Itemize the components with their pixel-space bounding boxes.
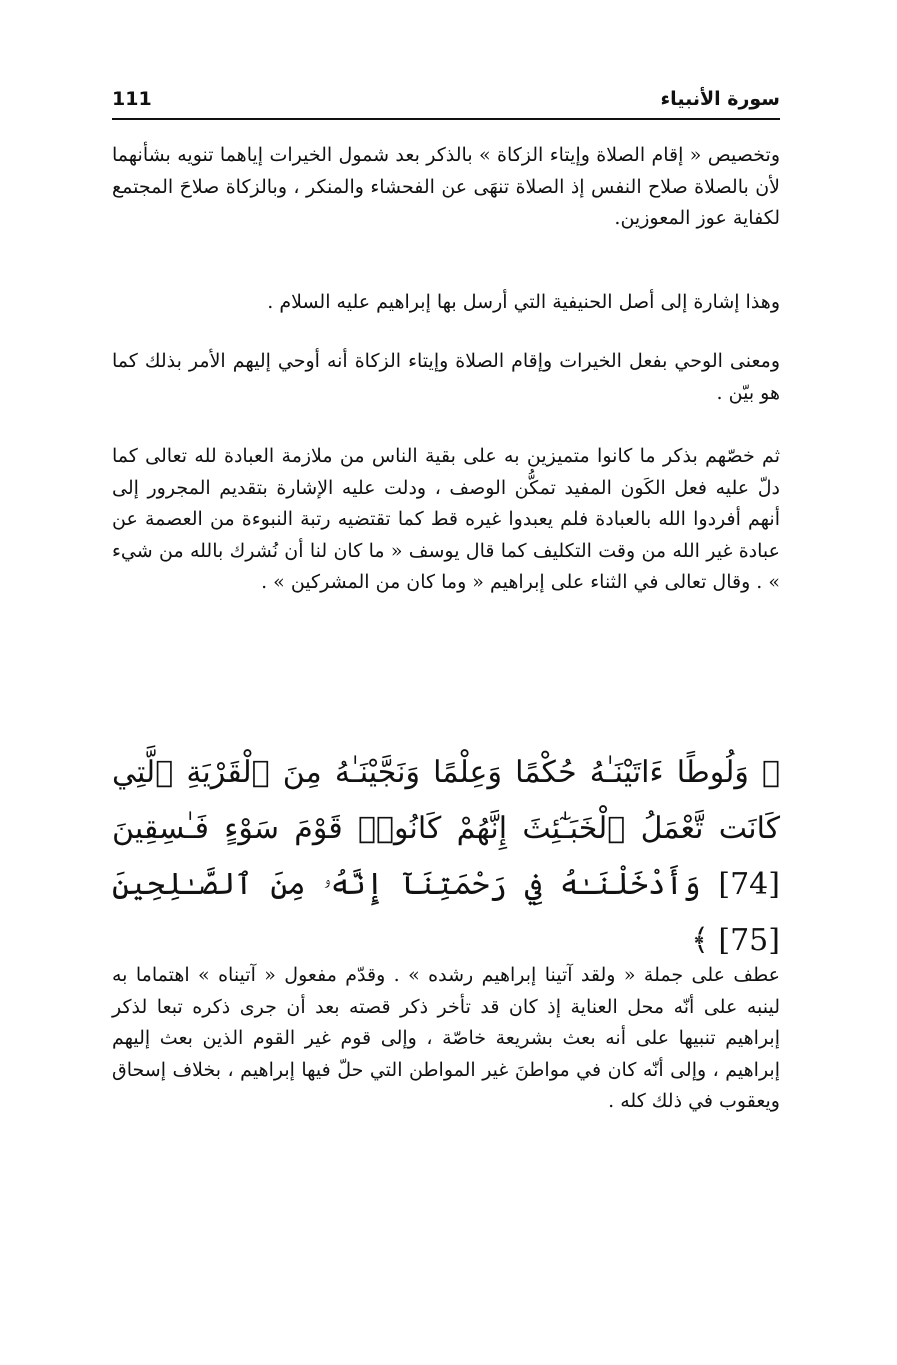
paragraph-text: ثم خصّهم بذكر ما كانوا متميزين به على بقية الناس من ملازمة العبادة لله تعالى كما دلّ عليه فعل الكَون المفيد تمكُّن الوصف ، ودلت عليه الإشارة بتقديم المجرور إلى أنهم أفردوا الله بالعبادة فلم يعبدوا غيره قط كما تقتضيه رتبة النبوءة من العصمة عن عبادة غير الله من وقت التكليف كما قال يوسف « ما كان لنا أن نُشرك بالله من شيء » . وقال تعالى في الثناء على إبراهيم « وما كان من المشركين » . [112, 445, 780, 593]
paragraph-ibada [112, 441, 780, 599]
paragraph-wahy [112, 346, 780, 409]
surah-title: سورة الأنبياء [660, 88, 780, 110]
page-header [112, 88, 780, 118]
paragraph-text: وهذا إشارة إلى أصل الحنيفية التي أرسل بها إبراهيم عليه السلام . [267, 291, 780, 313]
quran-verse: ﴿ وَلُوطًا ءَاتَيْنَـٰهُ حُكْمًا وَعِلْمًا وَنَجَّيْنَـٰهُ مِنَ ٱلْقَرْيَةِ ٱلَّتِي كَانَت تَّعْمَلُ ٱلْخَبَـٰٓئِثَ إِنَّهُمْ كَانُوا۟ قَوْمَ سَوْءٍ فَـٰسِقِينَ [74] وَأَدْخَلْنَـٰهُ فِي رَحْمَتِنَآ إِنَّهُۥ مِنَ ٱلصَّـٰلِحِينَ [75] ﴾ [112, 755, 780, 958]
header-divider [112, 118, 780, 120]
paragraph-text: ومعنى الوحي بفعل الخيرات وإقام الصلاة وإيتاء الزكاة أنه أوحي إليهم الأمر بذلك كما هو بيّن . [112, 350, 780, 404]
paragraph-hanifiyya [112, 287, 780, 319]
page-number: 111 [112, 88, 152, 110]
paragraph-text: عطف على جملة « ولقد آتينا إبراهيم رشده » . وقدّم مفعول « آتيناه » اهتماما به لينبه على أنّه محل العناية إذ كان قد تأخر ذكر قصته بعد أن جرى ذكره تبعا لذكر إبراهيم تنبيها على أنه بعث بشريعة خاصّة ، وإلى قوم غير القوم الذين بعث إليهم إبراهيم ، وإلى أنّه كان في مواطنَ غير المواطن التي حلّ فيها إبراهيم ، بخلاف إسحاق ويعقوب في ذلك كله . [112, 964, 780, 1112]
paragraph-zakat-salat [112, 140, 780, 235]
paragraph-text: وتخصيص « إقام الصلاة وإيتاء الزكاة » بالذكر بعد شمول الخيرات إياهما تنويه بشأنهما لأن بالصلاة صلاح النفس إذ الصلاة تنهَى عن الفحشاء والمنكر ، وبالزكاة صلاحَ المجتمع لكفاية عوز المعوزين. [112, 144, 780, 229]
paragraph-lut-commentary [112, 960, 780, 1118]
